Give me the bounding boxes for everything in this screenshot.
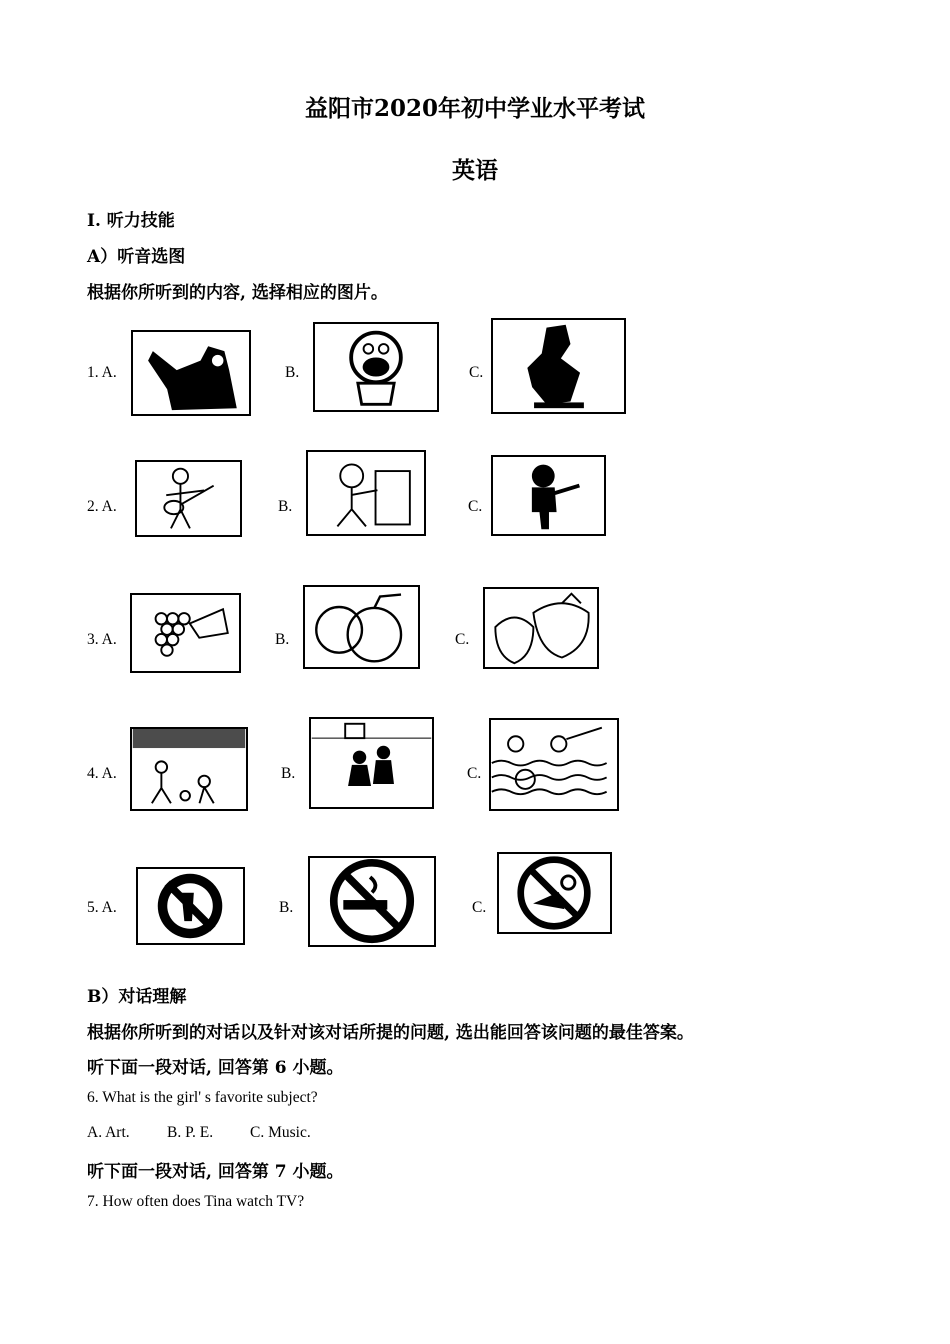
strawberries-icon[interactable]: [483, 587, 599, 669]
q1-option-b: B.: [285, 364, 300, 381]
q6-question: 6. What is the girl' s favorite subject?: [87, 1089, 318, 1106]
q1-option-c: C.: [469, 364, 484, 381]
exam-subject: 英语: [452, 157, 498, 184]
q4-option-c: C.: [467, 765, 482, 782]
piano-player-icon[interactable]: [306, 450, 426, 536]
q6-options: [87, 1124, 311, 1142]
part-b-instruction: 根据你所听到的对话以及针对该对话所提的问题, 选出能回答该问题的最佳答案。: [87, 1023, 694, 1043]
violin-silhouette-icon[interactable]: [491, 455, 606, 536]
exam-title: 益阳市2020年初中学业水平考试: [304, 95, 645, 122]
q4-option-b: B.: [281, 765, 296, 782]
section-heading: Ⅰ. 听力技能: [87, 211, 175, 231]
q5-option-c: C.: [472, 899, 487, 916]
swimmers-icon[interactable]: [489, 718, 619, 811]
q6-option-b[interactable]: B. P. E.: [167, 1124, 214, 1141]
soccer-players-icon[interactable]: [130, 727, 248, 811]
part-a-instruction: 根据你所听到的内容, 选择相应的图片。: [87, 283, 388, 303]
q5-option-b: B.: [279, 899, 294, 916]
q6-option-c[interactable]: C. Music.: [250, 1124, 311, 1141]
no-picking-flowers-sign-icon[interactable]: [497, 852, 612, 934]
q6-lead: 听下面一段对话, 回答第 6 小题。: [87, 1058, 344, 1078]
no-smoking-sign-icon[interactable]: [308, 856, 436, 947]
q2-label: 2. A.: [87, 498, 117, 515]
part-a-heading: A）听音选图: [87, 247, 186, 267]
donald-duck-icon[interactable]: [491, 318, 626, 414]
q1-label: 1. A.: [87, 364, 117, 381]
doraemon-icon[interactable]: [313, 322, 439, 412]
no-littering-sign-icon[interactable]: [136, 867, 245, 945]
q2-option-b: B.: [278, 498, 293, 515]
basketball-players-icon[interactable]: [309, 717, 434, 809]
q2-option-c: C.: [468, 498, 483, 515]
q4-label: 4. A.: [87, 765, 117, 782]
q5-label: 5. A.: [87, 899, 117, 916]
cartoon-devil-icon[interactable]: [131, 330, 251, 416]
q3-label: 3. A.: [87, 631, 117, 648]
grapes-icon[interactable]: [130, 593, 241, 673]
apples-icon[interactable]: [303, 585, 420, 669]
q7-question: 7. How often does Tina watch TV?: [87, 1193, 305, 1210]
q6-option-a[interactable]: A. Art.: [87, 1124, 130, 1141]
q7-lead: 听下面一段对话, 回答第 7 小题。: [87, 1162, 344, 1182]
guitar-player-icon[interactable]: [135, 460, 242, 537]
part-b-heading: B）对话理解: [87, 987, 187, 1007]
q3-option-c: C.: [455, 631, 470, 648]
q3-option-b: B.: [275, 631, 290, 648]
